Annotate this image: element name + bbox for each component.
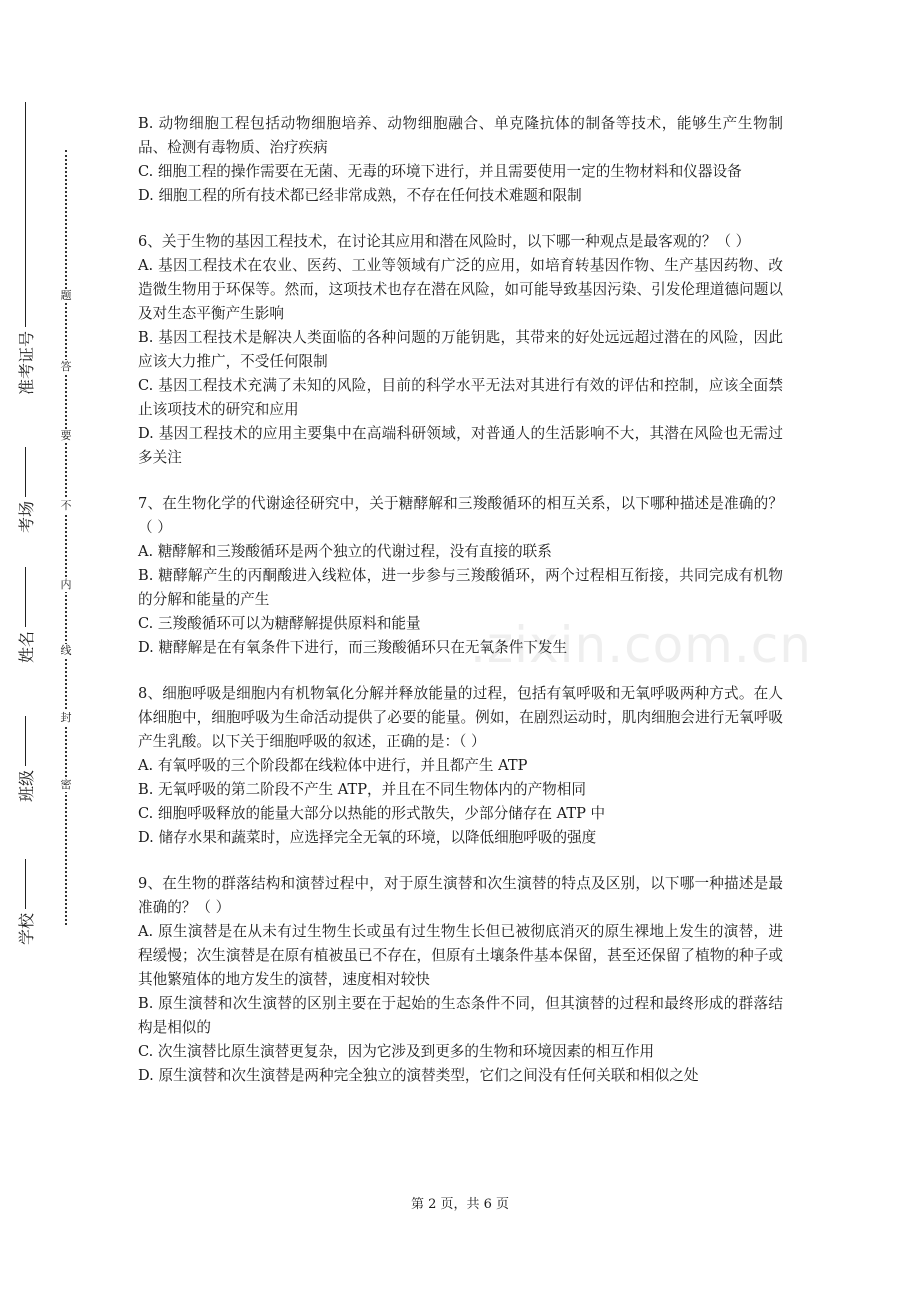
option-text: D. 储存水果和蔬菜时，应选择完全无氧的环境，以降低细胞呼吸的强度 — [138, 829, 597, 846]
option-text: B. 基因工程技术是解决人类面临的各种问题的万能钥匙，其带来的好处远远超过潜在的风险，因此应该大力推广，不受任何限制 — [138, 329, 783, 370]
class-field — [14, 716, 37, 802]
binding-margin — [14, 0, 44, 1302]
page-footer: 第 2 页，共 6 页 — [410, 1197, 510, 1212]
exam-number-label: 准考证号 — [17, 330, 36, 395]
seal-char: 封 — [58, 711, 74, 725]
exam-content — [138, 112, 783, 1088]
option-text: C. 细胞呼吸释放的能量大部分以热能的形式散失，少部分储存在 ATP 中 — [138, 805, 606, 822]
question-stem: 6、关于生物的基因工程技术，在讨论其应用和潜在风险时，以下哪一种观点是最客观的？（ ） — [138, 233, 751, 250]
seal-char: 不 — [58, 499, 74, 513]
exam-number-field — [14, 102, 37, 395]
option-text: A. 有氧呼吸的三个阶段都在线粒体中进行，并且都产生 ATP — [138, 757, 528, 774]
option-text: C. 细胞工程的操作需要在无菌、无毒的环境下进行，并且需要使用一定的生物材料和仪器设备 — [138, 163, 742, 180]
question-stem: 7、在生物化学的代谢途径研究中，关于糖酵解和三羧酸循环的相互关系，以下哪种描述是准确的？（ ） — [138, 495, 783, 536]
option-text: A. 糖酵解和三羧酸循环是两个独立的代谢过程，没有直接的联系 — [138, 543, 552, 560]
question-stem: 9、在生物的群落结构和演替过程中，对于原生演替和次生演替的特点及区别，以下哪一种描述是最准确的？（ ） — [138, 875, 783, 916]
option-text: C. 次生演替比原生演替更复杂，因为它涉及到更多的生物和环境因素的相互作用 — [138, 1043, 655, 1060]
option-text: B. 无氧呼吸的第二阶段不产生 ATP，并且在不同生物体内的产物相同 — [138, 781, 586, 798]
option-text: D. 细胞工程的所有技术都已经非常成熟，不存在任何技术难题和限制 — [138, 187, 582, 204]
seal-char: 密 — [58, 778, 74, 792]
school-label: 学校 — [17, 912, 36, 945]
watermark: .zixin.com.cn — [470, 616, 812, 674]
name-blank — [25, 567, 26, 627]
seal-notice — [58, 150, 74, 925]
exam-room-blank — [25, 447, 26, 497]
option-text: C. 三羧酸循环可以为糖酵解提供原料和能量 — [138, 615, 421, 632]
name-label: 姓名 — [17, 630, 36, 663]
seal-char: 线 — [58, 644, 74, 658]
seal-char: 内 — [58, 578, 74, 592]
exam-room-label: 考场 — [17, 500, 36, 533]
option-text: D. 原生演替和次生演替是两种完全独立的演替类型，它们之间没有任何关联和相似之处 — [138, 1067, 699, 1084]
class-label: 班级 — [17, 769, 36, 802]
option-text: A. 原生演替是在从未有过生物生长或虽有过生物生长但已被彻底消灭的原生裸地上发生的演替，进程缓慢；次生演替是在原有植被虽已不存在，但原有土壤条件基本保留，甚至还保留了植物的种子或其他繁殖体的地方发生的演替，速度相对较快 — [138, 923, 783, 988]
class-blank — [25, 716, 26, 766]
exam-room-field — [14, 447, 37, 533]
option-text: A. 基因工程技术在农业、医药、工业等领域有广泛的应用，如培育转基因作物、生产基因药物、改造微生物用于环保等。然而，这项技术也存在潜在风险，如可能导致基因污染、引发伦理道德问题以及对生态平衡产生影响 — [138, 257, 783, 322]
seal-char: 要 — [58, 429, 74, 443]
option-text: B. 糖酵解产生的丙酮酸进入线粒体，进一步参与三羧酸循环，两个过程相互衔接，共同完成有机物的分解和能量的产生 — [138, 567, 783, 608]
option-text: C. 基因工程技术充满了未知的风险，目前的科学水平无法对其进行有效的评估和控制，应该全面禁止该项技术的研究和应用 — [138, 377, 783, 418]
school-blank — [25, 859, 26, 909]
option-text: D. 基因工程技术的应用主要集中在高端科研领域，对普通人的生活影响不大，其潜在风险也无需过多关注 — [138, 425, 783, 466]
question-stem: 8、细胞呼吸是细胞内有机物氧化分解并释放能量的过程，包括有氧呼吸和无氧呼吸两种方式。在人体细胞中，细胞呼吸为生命活动提供了必要的能量。例如，在剧烈运动时，肌肉细胞会进行无氧呼吸产生乳酸。以下关于细胞呼吸的叙述，正确的是：（ ） — [138, 685, 783, 750]
school-field — [14, 859, 37, 945]
exam-number-blank — [25, 102, 26, 327]
option-text: B. 原生演替和次生演替的区别主要在于起始的生态条件不同，但其演替的过程和最终形成的群落结构是相似的 — [138, 995, 783, 1036]
seal-char: 题 — [58, 289, 74, 303]
seal-char: 答 — [58, 360, 74, 374]
option-text: D. 糖酵解是在有氧条件下进行，而三羧酸循环只在无氧条件下发生 — [138, 639, 568, 656]
option-text: B. 动物细胞工程包括动物细胞培养、动物细胞融合、单克隆抗体的制备等技术，能够生产生物制品、检测有毒物质、治疗疾病 — [138, 115, 783, 156]
name-field — [14, 567, 37, 663]
